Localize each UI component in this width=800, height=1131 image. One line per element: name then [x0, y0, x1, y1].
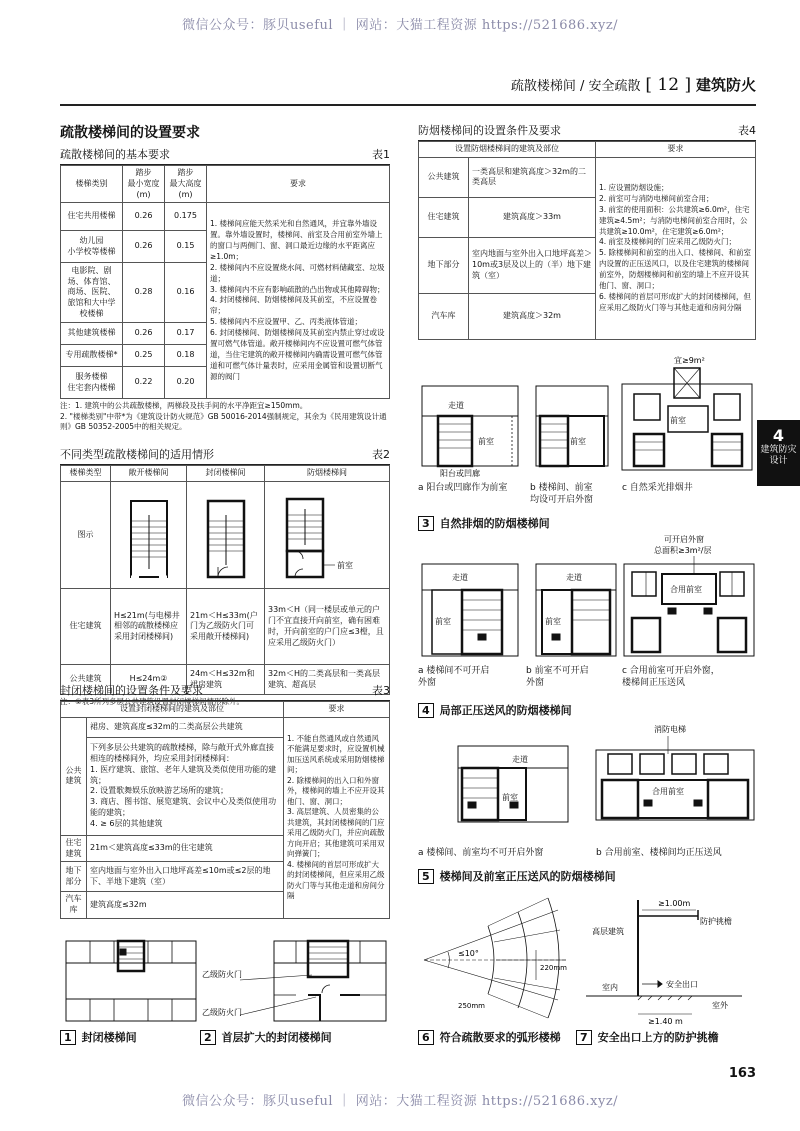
fig3a-yangtai-label: 阳台或凹廊 — [440, 469, 480, 478]
fig1-plan-drawing — [66, 941, 196, 1021]
fig7-building-label: 高层建筑 — [592, 927, 624, 936]
chapter-number: [ 12 ] — [645, 75, 692, 95]
header-title: 建筑防火 — [695, 76, 756, 94]
table4-block — [418, 122, 756, 340]
page-number: 163 — [728, 1066, 756, 1081]
table-cell: 裙房、建筑高度≤32m的二类高层公共建筑 — [87, 717, 284, 737]
fig4b-caption: b 前室不可开启 外窗 — [526, 666, 589, 688]
table3-title: 封闭楼梯间的设置条件及要求 — [60, 684, 203, 697]
table-cell: 住宅建筑 — [61, 589, 111, 665]
smokeproof-stair-plan-icon — [277, 495, 377, 583]
t2-row-figure-label: 图示 — [61, 481, 111, 589]
table4-caption — [418, 122, 756, 141]
fig5a-caption: a 楼梯间、前室均不可开启外窗 — [418, 848, 544, 858]
table-cell: 专用疏散楼梯* — [61, 345, 123, 367]
chapter-side-tab — [757, 420, 800, 486]
t3-requirements: 1. 不能自然通风或自然通风不能满足要求时，应设置机械加压送风系统或采用防烟楼梯间； 2. 除楼梯间的出入口和外窗外，楼梯间的墙上不应开设其他门、窗、洞口； 3. 高层建筑、人员密集的公共建筑，其封闭楼梯间的门应采用乙级防火门，并应向疏散方向开启；其他建筑可采用双向弹簧门； 4. 楼梯间的首层可形成扩大的封闭楼梯间，但应采用乙级防火门等与其他走道和房间分隔 — [284, 717, 390, 918]
table-cell: 建筑高度＞32m — [469, 293, 596, 339]
fig2-number: 2 — [200, 1030, 216, 1045]
t1-header-3: 要求 — [207, 166, 390, 203]
table-cell: 住宅建筑 — [419, 197, 469, 237]
table-cell: 21m＜H≤33m(户门为乙级防火门可采用敞开楼梯间) — [187, 589, 265, 665]
fig2-title: 首层扩大的封闭楼梯间 — [221, 1031, 332, 1044]
fig1-fig2-drawings — [60, 935, 390, 1027]
table3-caption — [60, 682, 390, 701]
table-cell: 32m＜H的二类高层和一类高层建筑、超高层 — [265, 665, 390, 695]
table-cell: 0.25 — [123, 345, 165, 367]
fig3a-caption: a 阳台或凹廊作为前室 — [418, 483, 508, 493]
fig6-angle-label: ≤10° — [458, 949, 479, 958]
t2-header-1: 敞开楼梯间 — [111, 466, 187, 482]
fig4a-qianshi-label: 前室 — [435, 617, 451, 626]
fig4-title: 局部正压送风的防烟楼梯间 — [439, 704, 572, 717]
t4-header-1: 要求 — [596, 142, 756, 158]
t2-header-2: 封闭楼梯间 — [187, 466, 265, 482]
header-rule — [60, 104, 756, 106]
table1 — [60, 165, 390, 399]
fig1-number: 1 — [60, 1030, 76, 1045]
table1-label: 表1 — [372, 148, 390, 161]
table1-notes: 注：1. 建筑中的公共疏散楼梯，两梯段及扶手间的水平净距宜≥150mm。 2. "楼梯类别"中带*为《建筑设计防火规范》GB 50016-2014强制规定，其余为《民用建筑设计通则》GB 50352-2005中的相关规定。 — [60, 401, 387, 431]
table2-note: 注：①表3所列多层公共建筑设置封闭楼梯间情形除外。 — [60, 697, 244, 707]
fig6-height-label: 220mm — [540, 964, 567, 972]
fig3a-qianshi-label: 前室 — [478, 437, 494, 446]
table-cell: 0.16 — [165, 263, 207, 323]
t3-header-1: 要求 — [284, 702, 390, 718]
table-cell: 33m＜H（同一楼层或单元的户门不宜直接开向前室，确有困难时，开向前室的户门应≤3樘，且应采用乙级防火门） — [265, 589, 390, 665]
table-cell: 公共建筑 — [419, 157, 469, 197]
table3-label: 表3 — [372, 684, 390, 697]
fig6-title: 符合疏散要求的弧形楼梯 — [439, 1031, 561, 1044]
table-cell: 0.28 — [123, 263, 165, 323]
fig3a-zoudao-label: 走道 — [448, 401, 464, 410]
table-cell: 住宅 建筑 — [61, 835, 87, 862]
table-cell: 室内地面与室外出入口地坪高差≤10m或≤2层的地下、半地下建筑（室） — [87, 862, 284, 892]
table-cell: 汽车库 — [419, 293, 469, 339]
table2-label: 表2 — [372, 448, 390, 461]
fig6-caption — [418, 1029, 561, 1045]
fig7-exit-label: 安全出口 — [666, 980, 698, 989]
t1-header-2: 踏步 最大高度 (m) — [165, 166, 207, 203]
fig3b-caption: b 楼梯间、前室 均设可开启外窗 — [530, 483, 594, 505]
table3 — [60, 701, 390, 919]
table-cell: 0.175 — [165, 203, 207, 231]
table-cell: 其他建筑楼梯 — [61, 323, 123, 345]
table-cell: 0.15 — [165, 231, 207, 263]
section-title: 疏散楼梯间的设置要求 — [60, 125, 200, 141]
fig2-door-label-2: 乙级防火门 — [202, 1008, 242, 1017]
t2-fig-qianshi-label: 前室 — [337, 560, 353, 570]
fig5a-zoudao-label: 走道 — [512, 755, 528, 764]
table1-block — [60, 146, 390, 432]
t4-header-0: 设置防烟楼梯间的建筑及部位 — [419, 142, 596, 158]
table2 — [60, 465, 390, 695]
fig4c-window-label-2: 总面积≥3m²/层 — [654, 546, 712, 555]
table-cell: 服务楼梯 住宅套内楼梯 — [61, 367, 123, 399]
fig5-title: 楼梯间及前室正压送风的防烟楼梯间 — [439, 870, 616, 883]
fig5b-heyong-label: 合用前室 — [652, 787, 684, 796]
t2-fig-open-stair — [111, 481, 187, 589]
t2-fig-enclosed-stair — [187, 481, 265, 589]
fig7-canopy-label: 防护挑檐 — [700, 917, 732, 926]
header-subtitle: 疏散楼梯间 / 安全疏散 — [510, 79, 641, 94]
t4-requirements: 1. 应设置防烟设施； 2. 前室可与消防电梯间前室合用； 3. 前室的使用面积：公共建筑≥6.0m²，住宅建筑≥4.5m²；与消防电梯间前室合用时，公共建筑≥10.0m²，住宅建筑≥6.0m²； 4. 前室及楼梯间的门应采用乙级防火门； 5. 除楼梯间和前室的出入口、楼梯间、和前室内设置的正压送风口，以及住宅建筑的楼梯间前室外，防烟楼梯间和前室的墙上不应开设其他门、窗、洞口； 6. 楼梯间的首层可形成扩大的封闭楼梯间，但应采用乙级防火门等与其他走道和房间分隔 — [596, 157, 756, 339]
open-stair-plan-icon — [119, 495, 179, 583]
t2-fig-smokeproof-stair — [265, 481, 390, 589]
table2-caption — [60, 446, 390, 465]
fig6-width-label: 250mm — [458, 1002, 485, 1010]
t1-requirements: 1. 楼梯间应能天然采光和自然通风，并宜靠外墙设置。靠外墙设置时，楼梯间、前室及合用前室外墙上的窗口与两侧门、窗、洞口最近边缘的水平距离应≥1.0m； 2. 楼梯间内不应设置烧水间、可燃材料储藏室、垃圾道； 3. 楼梯间内不应有影响疏散的凸出物或其他障碍物； 4. 封闭楼梯间、防烟楼梯间及其前室，不应设置卷帘； 5. 楼梯间内不应设置甲、乙、丙类液体管道； 6. 封闭楼梯间、防烟楼梯间及其前室内禁止穿过或设置可燃气体管道。敞开楼梯间内不应设置可燃气体管道，当住宅建筑的敞开楼梯间内确需设置可燃气体管道和可燃气体计量表时，应采用金属管和设置切断气源的阀门 — [207, 203, 390, 399]
table-cell: 电影院、剧 场、体育馆、 商场、医院、 旅馆和大中学 校楼梯 — [61, 263, 123, 323]
fig4c-heyong-label: 合用前室 — [670, 585, 702, 594]
table-cell: 建筑高度≤32m — [87, 892, 284, 919]
fig2-plan-drawing — [274, 941, 386, 1021]
fig4b-zoudao-label: 走道 — [566, 573, 582, 582]
t2-header-3: 防烟楼梯间 — [265, 466, 390, 482]
fig3c-area-label: 宜≥9m² — [674, 356, 705, 365]
fig6-number: 6 — [418, 1030, 434, 1045]
fig5b-caption: b 合用前室、楼梯间均正压送风 — [596, 848, 722, 858]
fig4b-qianshi-label: 前室 — [545, 617, 561, 626]
fig1-caption — [60, 1029, 137, 1045]
table-cell: 公共 建筑 — [61, 717, 87, 835]
table-cell: 0.22 — [123, 367, 165, 399]
table-cell: 一类高层和建筑高度＞32m的二类高层 — [469, 157, 596, 197]
watermark-top: 微信公众号：豚贝useful ｜ 网站：大猫工程资源 https://521686.xyz/ — [181, 18, 619, 33]
table-cell: 0.17 — [165, 323, 207, 345]
fig3-number: 3 — [418, 516, 434, 531]
fig6-drawing — [418, 890, 578, 1020]
fig7-d1-label: ≥1.00m — [658, 899, 691, 908]
table1-title: 疏散楼梯间的基本要求 — [60, 148, 170, 161]
running-header — [511, 74, 756, 95]
enclosed-stair-plan-icon — [196, 495, 256, 583]
fig5b-lift-label: 消防电梯 — [654, 725, 686, 734]
table-cell: 0.26 — [123, 203, 165, 231]
table4-title: 防烟楼梯间的设置条件及要求 — [418, 124, 561, 137]
table-cell: 地下 部分 — [61, 862, 87, 892]
fig2-caption — [200, 1029, 332, 1045]
fig7-number: 7 — [576, 1030, 592, 1045]
t1-header-1: 踏步 最小宽度 (m) — [123, 166, 165, 203]
table-cell: H≤24m② — [111, 665, 187, 695]
side-tab-text2: 设计 — [769, 455, 788, 466]
t2-header-0: 楼梯类型 — [61, 466, 111, 482]
fig4-caption — [418, 702, 572, 718]
table-cell: 下列多层公共建筑的疏散楼梯，除与敞开式外廊直接相连的楼梯间外，均应采用封闭楼梯间： 1. 医疗建筑、旅馆、老年人建筑及类似使用功能的建筑； 2. 设置歌舞娱乐放映游艺场所的建筑； 3. 商店、图书馆、展览建筑、会议中心及类似使用功能的建筑； 4. ≥ 6层的其他建筑 — [87, 737, 284, 835]
fig4-number: 4 — [418, 703, 434, 718]
table-cell: H≤21m(与电梯井相邻的疏散楼梯应采用封闭楼梯间) — [111, 589, 187, 665]
fig5a-qianshi-label: 前室 — [502, 793, 518, 802]
table-cell: 室内地面与室外出入口地坪高差＞10m或3层及以上的（半）地下建筑（室） — [469, 237, 596, 293]
table-cell: 0.18 — [165, 345, 207, 367]
table2-title: 不同类型疏散楼梯间的适用情形 — [60, 448, 214, 461]
fig4c-caption: c 合用前室可开启外窗， 楼梯间正压送风 — [622, 666, 720, 688]
fig4c-window-label-1: 可开启外窗 — [664, 535, 704, 544]
table4 — [418, 141, 756, 340]
fig1-title: 封闭楼梯间 — [81, 1031, 137, 1044]
fig7-caption — [576, 1029, 719, 1045]
fig4-drawings — [418, 534, 756, 662]
table-cell: 住宅共用楼梯 — [61, 203, 123, 231]
fig3c-qianshi-label: 前室 — [670, 416, 686, 425]
table-cell: 汽车库 — [61, 892, 87, 919]
fig2-door-label-1: 乙级防火门 — [202, 970, 242, 979]
side-tab-text1: 建筑防灾 — [760, 445, 797, 455]
table-cell: 24m＜H≤32m和裙房建筑 — [187, 665, 265, 695]
table2-block — [60, 446, 390, 708]
watermark-bottom: 微信公众号：豚贝useful ｜ 网站：大猫工程资源 https://521686.xyz/ — [181, 1094, 619, 1109]
fig3-drawings — [418, 354, 756, 478]
table3-block — [60, 682, 390, 919]
fig5-caption — [418, 868, 616, 884]
table-cell: 21m＜建筑高度≤33m的住宅建筑 — [87, 835, 284, 862]
table1-caption — [60, 146, 390, 165]
table-cell: 0.26 — [123, 323, 165, 345]
table-cell: 幼儿园 小学校等楼梯 — [61, 231, 123, 263]
table-cell: 地下部分 — [419, 237, 469, 293]
fig3-title: 自然排烟的防烟楼梯间 — [439, 517, 550, 530]
side-tab-number: 4 — [772, 426, 785, 445]
t3-header-0: 设置封闭楼梯间的建筑及部位 — [61, 702, 284, 718]
fig4a-caption: a 楼梯间不可开启 外窗 — [418, 666, 490, 688]
table-cell: 公共建筑 — [61, 665, 111, 695]
fig3-caption — [418, 515, 550, 531]
fig7-outside-label: 室外 — [712, 1001, 728, 1010]
fig4a-zoudao-label: 走道 — [452, 573, 468, 582]
fig7-d2-label: ≥1.40 m — [648, 1017, 683, 1026]
fig3c-caption: c 自然采光排烟井 — [622, 483, 693, 493]
fig5-drawings — [418, 722, 756, 828]
fig7-room-label: 室内 — [602, 983, 618, 992]
table4-label: 表4 — [738, 124, 756, 137]
fig3b-qianshi-label: 前室 — [570, 437, 586, 446]
fig5-number: 5 — [418, 869, 434, 884]
table-cell: 建筑高度＞33m — [469, 197, 596, 237]
t1-header-0: 楼梯类别 — [61, 166, 123, 203]
table-cell: 0.20 — [165, 367, 207, 399]
fig7-drawing — [582, 896, 754, 1026]
fig7-title: 安全出口上方的防护挑檐 — [597, 1031, 719, 1044]
table-cell: 0.26 — [123, 231, 165, 263]
